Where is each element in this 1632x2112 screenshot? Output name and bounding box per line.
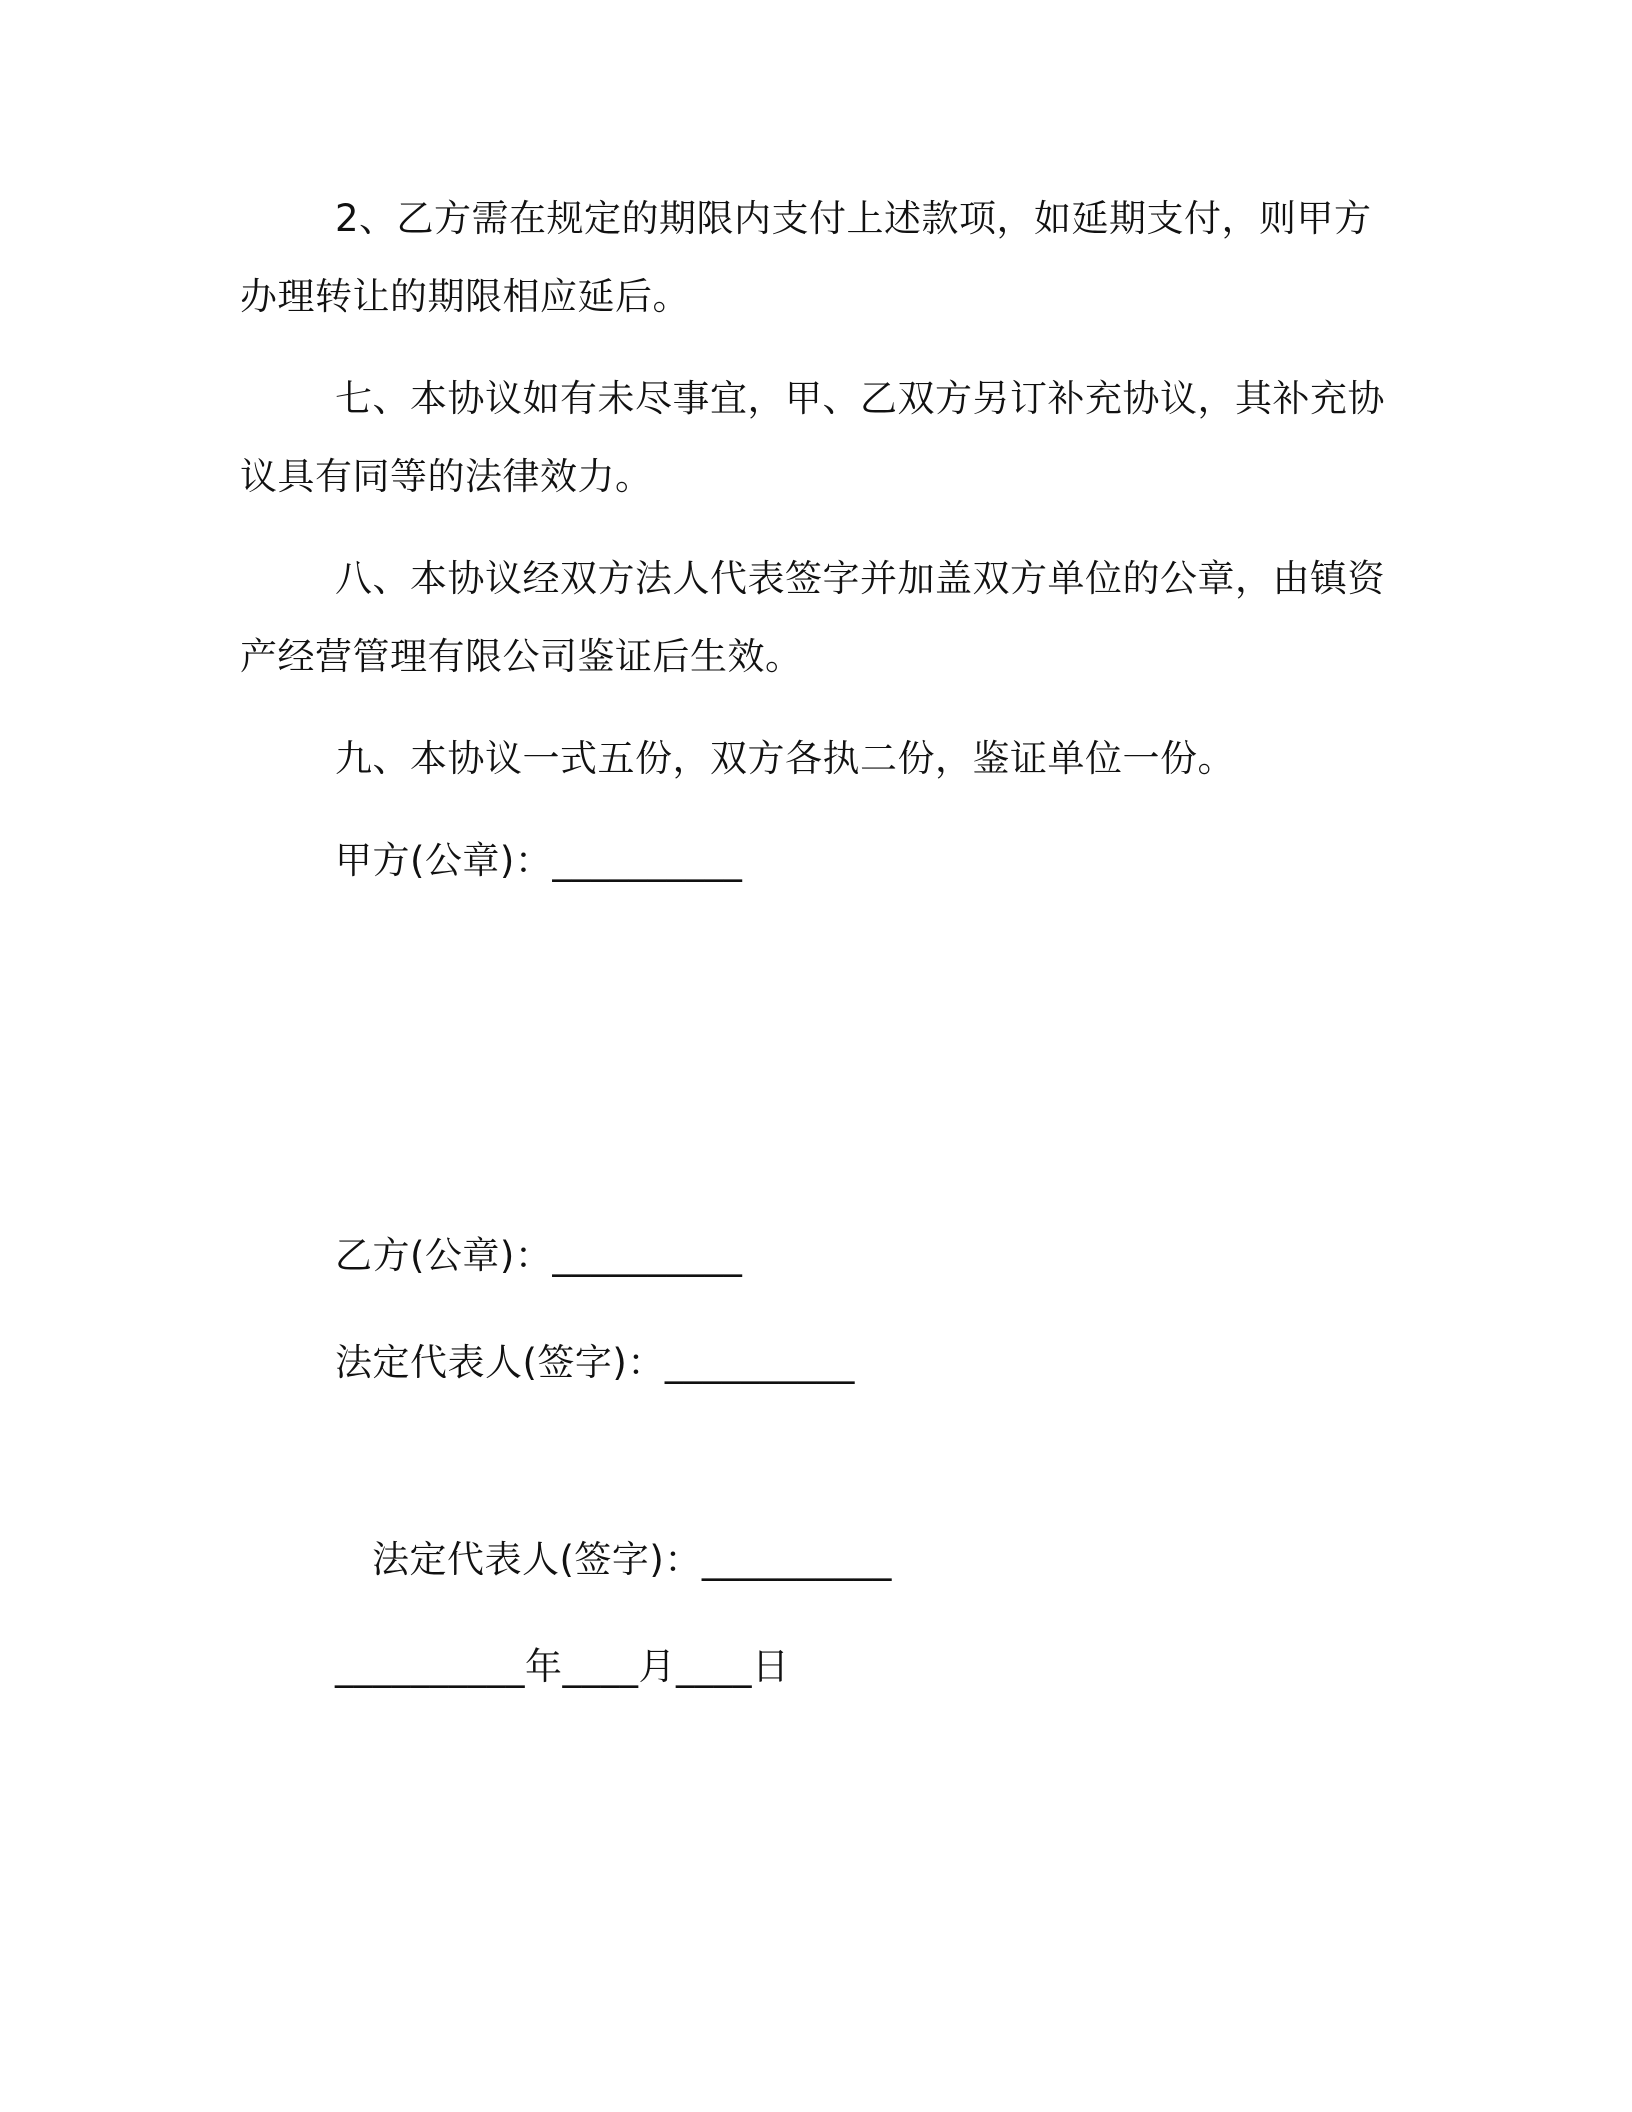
paragraph-line: 八、本协议经双方法人代表签字并加盖双方单位的公章，由镇资 (335, 557, 1385, 600)
party-b-seal-line: 乙方(公章)：__________ (335, 1234, 743, 1277)
paragraph-line: 产经营管理有限公司鉴证后生效。 (240, 635, 803, 678)
paragraph-clause-eight (240, 554, 1390, 682)
paragraph-line: 九、本协议一式五份，双方各执二份，鉴证单位一份。 (335, 737, 1235, 780)
paragraph-clause-nine (240, 734, 1390, 784)
paragraph-line: 七、本协议如有未尽事宜，甲、乙双方另订补充协议，其补充协 (335, 377, 1385, 420)
date-line: __________年____月____日 (335, 1645, 790, 1688)
party-a-seal-line: 甲方(公章)：__________ (335, 839, 743, 882)
paragraph-clause-seven (240, 374, 1390, 502)
legal-representative-signature-line: 法定代表人(签字)：__________ (335, 1341, 855, 1384)
paragraph-line: 2、乙方需在规定的期限内支付上述款项，如延期支付，则甲方 (335, 197, 1372, 240)
paragraph-line: 办理转让的期限相应延后。 (240, 275, 690, 318)
legal-representative-signature-line: 法定代表人(签字)：__________ (372, 1538, 892, 1581)
paragraph-line: 议具有同等的法律效力。 (240, 455, 653, 498)
paragraph-payment-term (240, 194, 1390, 322)
